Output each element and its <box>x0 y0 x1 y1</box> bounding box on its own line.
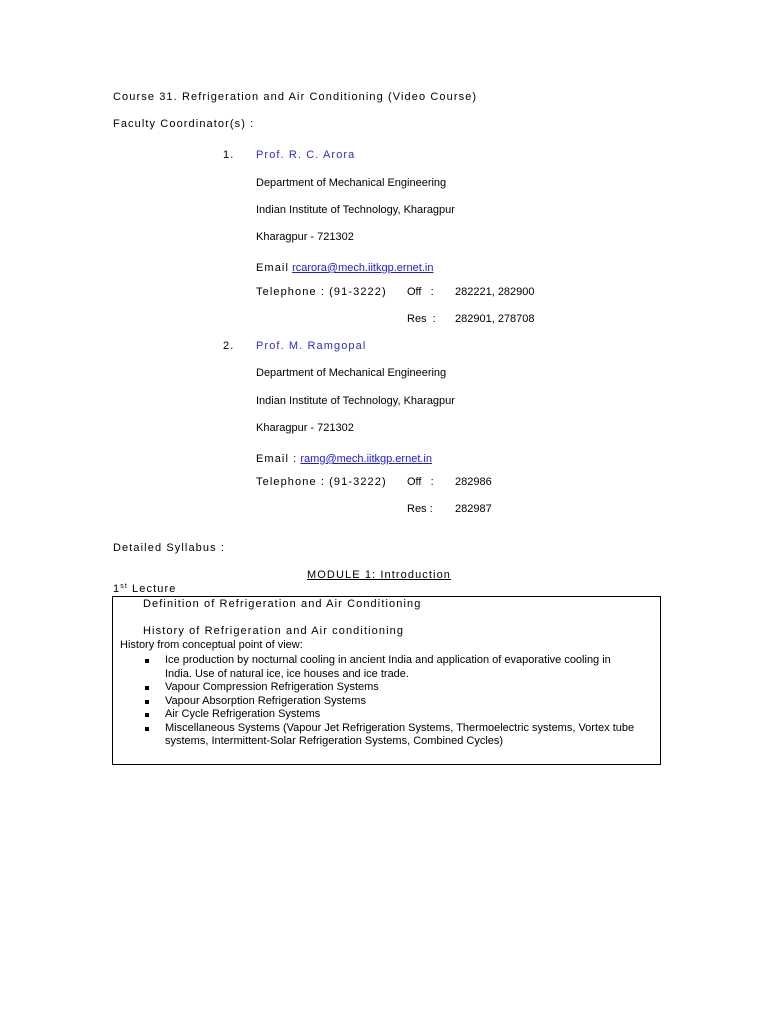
coordinator-2-institute: Indian Institute of Technology, Kharagpur <box>256 395 455 407</box>
coordinator-2-city: Kharagpur - 721302 <box>256 422 354 434</box>
lecture-number: 1 <box>113 583 121 595</box>
bullet-icon <box>145 727 149 731</box>
coordinator-1-email-label: Email <box>256 262 290 274</box>
coordinator-2-res-label: Res : <box>407 503 433 515</box>
coordinator-2-number: 2. <box>223 340 235 352</box>
coordinator-2-email-label: Email : <box>256 453 298 465</box>
lecture-suffix: st <box>120 583 128 590</box>
faculty-heading: Faculty Coordinator(s) : <box>113 118 255 130</box>
coordinator-2-dept: Department of Mechanical Engineering <box>256 367 447 379</box>
coordinator-1-city: Kharagpur - 721302 <box>256 231 354 243</box>
lecture-word: Lecture <box>132 583 177 595</box>
list-item: Miscellaneous Systems (Vapour Jet Refrigeration Systems, Thermoelectric systems, Vortex tube systems, Intermittent-Solar Refrigeration Systems, Combined Cycles) <box>143 722 655 749</box>
history-bullet-list <box>143 654 655 749</box>
coordinator-1-res-label: Res : <box>407 313 436 325</box>
coordinator-2-name: Prof. M. Ramgopal <box>256 340 367 352</box>
list-item: Ice production by nocturnal cooling in ancient India and application of evaporative cooling in India. Use of natural ice, ice houses and ice trade. <box>143 654 635 681</box>
box-line-history: History of Refrigeration and Air conditioning <box>143 625 405 637</box>
box-line-definition: Definition of Refrigeration and Air Conditioning <box>143 598 422 610</box>
coordinator-1-dept: Department of Mechanical Engineering <box>256 177 447 189</box>
bullet-icon <box>145 700 149 704</box>
coordinator-1-name: Prof. R. C. Arora <box>256 149 356 161</box>
coordinator-2-off-number: 282986 <box>455 476 492 488</box>
coordinator-1-off-label: Off : <box>407 286 434 298</box>
module-title: MODULE 1: Introduction <box>307 569 452 581</box>
coordinator-2-off-label: Off : <box>407 476 434 488</box>
box-line-conceptual: History from conceptual point of view: <box>120 639 303 651</box>
bullet-icon <box>145 686 149 690</box>
course-title: Course 31. Refrigeration and Air Conditioning (Video Course) <box>113 91 478 103</box>
coordinator-2-tel-label: Telephone : (91-3222) <box>256 476 387 488</box>
bullet-icon <box>145 713 149 717</box>
coordinator-1-institute: Indian Institute of Technology, Kharagpur <box>256 204 455 216</box>
list-item: Vapour Absorption Refrigeration Systems <box>143 695 655 709</box>
coordinator-1-email-row <box>256 262 433 275</box>
coordinator-2-email-row <box>256 453 432 466</box>
coordinator-1-email-link[interactable]: rcarora@mech.iitkgp.ernet.in <box>292 262 434 274</box>
coordinator-1-off-number: 282221, 282900 <box>455 286 535 298</box>
coordinator-2-email-link[interactable]: ramg@mech.iitkgp.ernet.in <box>300 453 432 465</box>
list-item: Air Cycle Refrigeration Systems <box>143 708 655 722</box>
bullet-icon <box>145 659 149 663</box>
syllabus-heading: Detailed Syllabus : <box>113 542 226 554</box>
list-item: Vapour Compression Refrigeration Systems <box>143 681 655 695</box>
coordinator-1-number: 1. <box>223 149 235 161</box>
lecture-label <box>113 583 176 596</box>
coordinator-1-res-number: 282901, 278708 <box>455 313 535 325</box>
coordinator-1-tel-label: Telephone : (91-3222) <box>256 286 387 298</box>
coordinator-2-res-number: 282987 <box>455 503 492 515</box>
